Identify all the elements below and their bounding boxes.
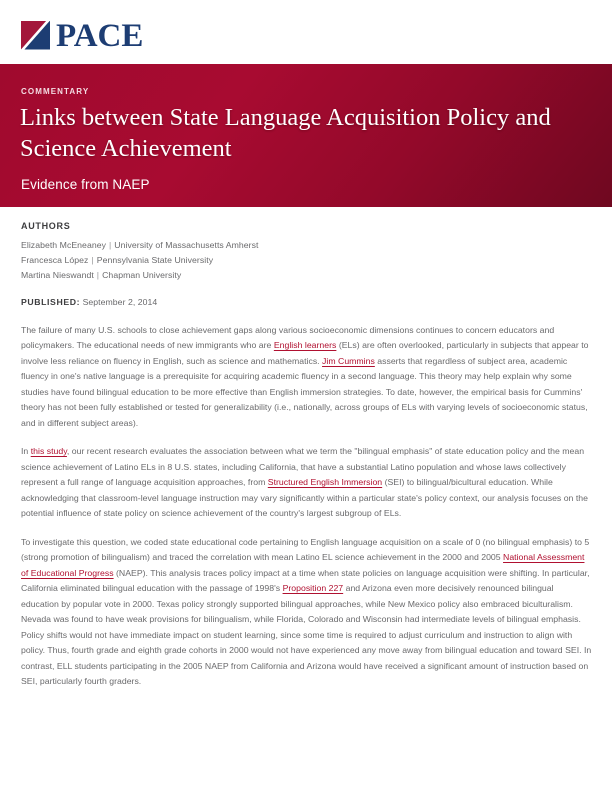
body-paragraphs — [21, 323, 593, 690]
author-separator: | — [96, 269, 100, 280]
document-content — [21, 221, 593, 690]
logo-bar — [0, 0, 612, 64]
body-link[interactable]: this study — [30, 446, 67, 457]
body-link[interactable]: Jim Cummins — [322, 355, 375, 366]
body-text: , our recent research evaluates the association between what we term the "bilingual emphasis" of state education policy and the mean science achievement of Latino ELs in 8 U.S. states, including California, that have a substantial Latino population and whose laws collectively represent a full range of language acquisition approaches, from — [21, 446, 585, 488]
header-band — [0, 64, 612, 207]
body-paragraph — [21, 535, 593, 690]
pace-logo-mark-icon — [21, 21, 50, 50]
author-row — [21, 268, 593, 283]
authors-list — [21, 238, 593, 283]
author-affiliation: Pennsylvania State University — [96, 254, 214, 265]
body-text: To investigate this question, we coded state educational code pertaining to English language acquisition on a scale of 0 (no bilingual emphasis) to 5 (strong promotion of bilingualism) and traced the correlation with mean Latino EL science achievement in the 2000 and 2005 — [21, 536, 590, 563]
body-link[interactable]: English learners — [273, 340, 337, 351]
body-link[interactable]: Structured English Immersion — [267, 477, 383, 488]
published-line — [21, 297, 593, 307]
pace-logo[interactable] — [21, 17, 144, 54]
body-paragraph — [21, 444, 593, 521]
body-text: In — [21, 446, 31, 457]
body-text: The failure of many U.S. schools to close achievement gaps along various socioeconomic dimensions continues to concern educators and policymakers. The educational needs of new immigrants who are — [21, 324, 555, 351]
author-affiliation: University of Massachusetts Amherst — [114, 240, 259, 250]
author-name: Francesca López — [21, 254, 89, 265]
body-text: and Arizona even more decisively renounced bilingual education by popular vote in 2000. Texas policy strongly supported bilingual approaches, while New Mexico policy also embraced biculturalism. Nevada was found to have weak provisions for bilingualism, while Florida, Colorado and Wisconsin had intermediate levels of bilingual emphasis. Policy shifts would not have immediate impact on student learning, since some time is required to adjust curriculum and instruction to align with policy. Thus, fourth grade and eighth grade cohorts in 2000 would not have experienced any move away from bilingual education and toward SEI. In contrast, ELL students participating in the 2005 NAEP from California and Arizona would have received a significant amount of instruction based on SEI, particularly fourth graders. — [21, 583, 592, 687]
page-title: Links between State Language Acquisition Policy and Science Achievement — [20, 104, 551, 162]
published-label: PUBLISHED: — [21, 296, 81, 307]
pace-wordmark: PACE — [56, 17, 144, 54]
body-text: (ELs) are often overlooked, particularly in subjects that appear to involve less reliance on fluency in English, such as science and mathematics. — [21, 340, 589, 366]
body-text: (SEI) to bilingual/bicultural education. While acknowledging that classroom-level language instruction may vary significantly within a particular state's policy context, our analysis focuses on the potential influence of state policy on science achievement of the country's largest subgroup of ELs. — [21, 477, 588, 519]
body-link[interactable]: Proposition 227 — [282, 583, 344, 594]
author-row — [21, 238, 593, 253]
published-date: September 2, 2014 — [82, 296, 158, 307]
author-row — [21, 253, 593, 268]
kicker-label: COMMENTARY — [21, 87, 90, 96]
body-paragraph — [21, 323, 593, 431]
page-subtitle: Evidence from NAEP — [21, 177, 150, 192]
body-link[interactable]: National Assessment of Educational Progress — [21, 552, 585, 578]
body-text: (NAEP). This analysis traces policy impact at a time when state policies on language acquisition were shifting. In particular, California eliminated bilingual education with the passage of 1998's — [21, 567, 590, 594]
author-separator: | — [108, 240, 112, 250]
author-affiliation: Chapman University — [102, 269, 182, 280]
body-text: asserts that regardless of subject area, academic fluency in one's native language is a prerequisite for acquiring academic fluency in a second language. This theory may help explain why some studies have found bilingual education to be more effective than English immersion strategies. To date, however, the empirical basis for Cummins' theory has not been fully established or tested for generalizability (i.e., nationally, across groups of ELs with varying levels of socioeconomic status, and in different subject areas). — [21, 355, 588, 428]
author-separator: | — [91, 254, 94, 265]
author-name: Elizabeth McEneaney — [21, 240, 106, 250]
authors-label: AUTHORS — [21, 221, 71, 231]
author-name: Martina Nieswandt — [21, 269, 94, 280]
